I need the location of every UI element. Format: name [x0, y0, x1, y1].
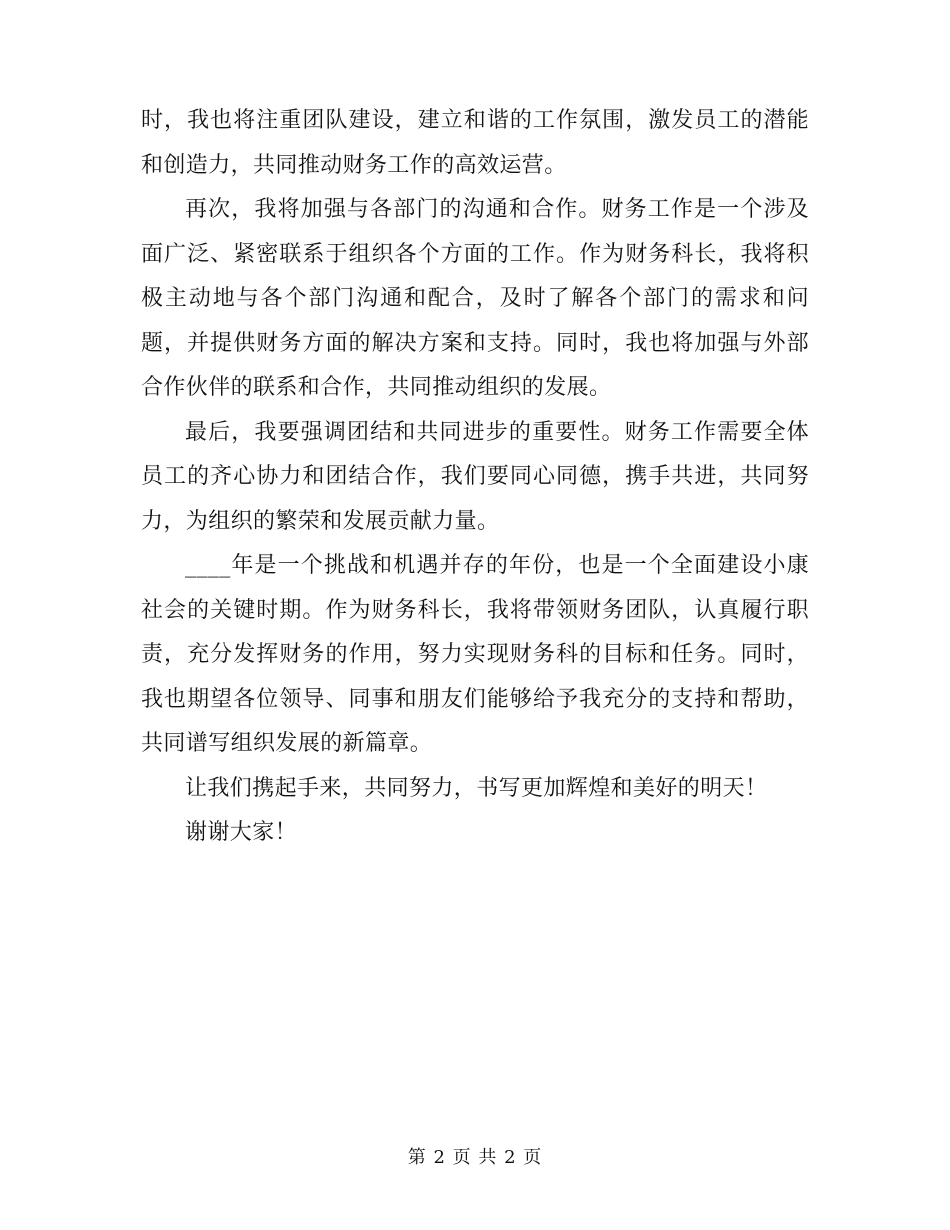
document-body	[141, 99, 809, 856]
paragraph-unity: 最后，我要强调团结和共同进步的重要性。财务工作需要全体员工的齐心协力和团结合作，我们要同心同德，携手共进，共同努力，为组织的繁荣和发展贡献力量。	[141, 419, 809, 534]
paragraph-communication: 再次，我将加强与各部门的沟通和合作。财务工作是一个涉及面广泛、紧密联系于组织各个方面的工作。作为财务科长，我将积极主动地与各个部门沟通和配合，及时了解各个部门的需求和问题，并提供财务方面的解决方案和支持。同时，我也将加强与外部合作伙伴的联系和合作，共同推动组织的发展。	[141, 197, 809, 400]
paragraph-year-outlook: ____年是一个挑战和机遇并存的年份，也是一个全面建设小康社会的关键时期。作为财务科长，我将带领财务团队，认真履行职责，充分发挥财务的作用，努力实现财务科的目标和任务。同时，我也期望各位领导、同事和朋友们能够给予我充分的支持和帮助，共同谱写组织发展的新篇章。	[141, 553, 809, 756]
paragraph-thanks: 谢谢大家！	[185, 820, 298, 845]
paragraph-continuation: 时，我也将注重团队建设，建立和谐的工作氛围，激发员工的潜能和创造力，共同推动财务工作的高效运营。	[141, 108, 809, 178]
paragraph-call-to-action: 让我们携起手来，共同努力，书写更加辉煌和美好的明天！	[185, 775, 768, 801]
page-number-footer: 第 2 页 共 2 页	[407, 1147, 543, 1168]
